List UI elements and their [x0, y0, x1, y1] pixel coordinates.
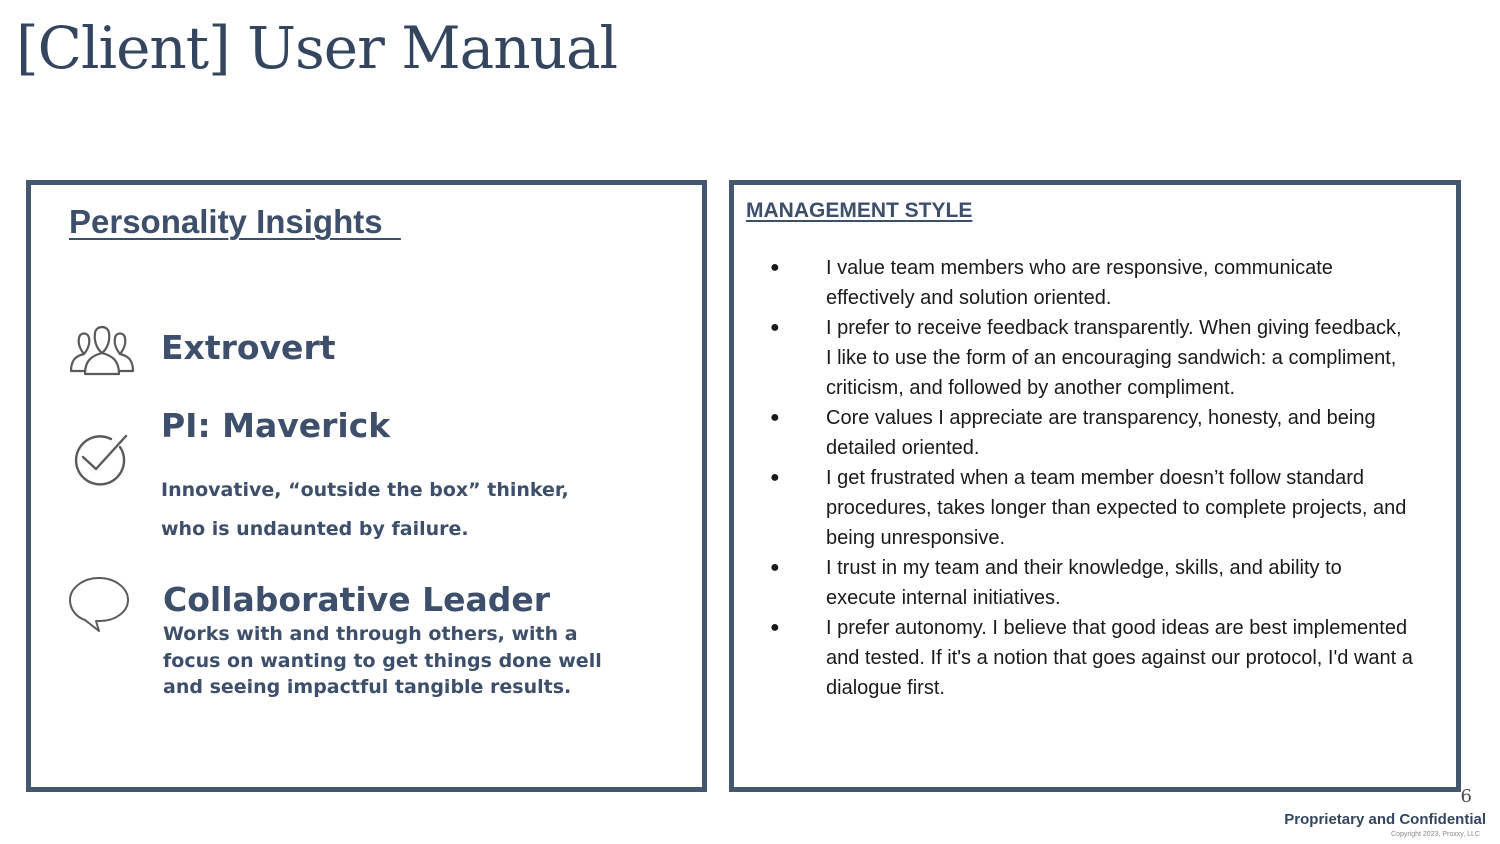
- list-item: ● I prefer autonomy. I believe that good ideas are best implemented and tested. If it's a notion that goes against our protocol, I'd want a dialogue first.: [770, 613, 1430, 703]
- list-item: ● I prefer to receive feedback transparently. When giving feedback, I like to use the form of an encouraging sandwich: a compliment, criticism, and followed by another compliment.: [770, 313, 1430, 403]
- confidential-notice: Proprietary and Confidential: [1284, 811, 1486, 828]
- trait-maverick-description: Innovative, “outside the box” thinker, who is undaunted by failure.: [161, 479, 569, 540]
- bullet-icon: ●: [770, 259, 780, 276]
- list-item: ● I get frustrated when a team member doesn’t follow standard procedures, takes longer than expected to complete projects, and being unresponsive.: [770, 463, 1430, 553]
- page-number: 6: [1460, 786, 1472, 807]
- management-style-panel: [729, 180, 1461, 792]
- checkmark-circle-icon: [71, 431, 131, 487]
- bullet-icon: ●: [770, 619, 780, 636]
- people-group-icon: [69, 323, 135, 377]
- management-style-list: [770, 253, 1430, 703]
- list-item: ● I trust in my team and their knowledge, skills, and ability to execute internal initiatives.: [770, 553, 1430, 613]
- bullet-icon: ●: [770, 319, 780, 336]
- bullet-icon: ●: [770, 559, 780, 576]
- list-item: ● Core values I appreciate are transparency, honesty, and being detailed oriented.: [770, 403, 1430, 463]
- trait-maverick-title: PI: Maverick: [161, 406, 391, 445]
- list-item: ● I value team members who are responsive, communicate effectively and solution oriented.: [770, 253, 1430, 313]
- trait-collaborative-leader-description: Works with and through others, with a focus on wanting to get things done well and seeing impactful tangible results.: [163, 623, 602, 698]
- page-title: [Client] User Manual: [16, 14, 618, 82]
- trait-collaborative-leader-title: Collaborative Leader: [163, 580, 551, 619]
- personality-insights-panel: [26, 180, 707, 792]
- speech-bubble-icon: [67, 575, 131, 635]
- management-style-heading: MANAGEMENT STYLE: [746, 199, 973, 222]
- bullet-icon: ●: [770, 409, 780, 426]
- copyright-notice: Copyright 2023, Proxxy, LLC: [1391, 831, 1480, 838]
- personality-insights-heading: Personality Insights: [69, 203, 401, 240]
- bullet-icon: ●: [770, 469, 780, 486]
- trait-extrovert-title: Extrovert: [161, 328, 336, 367]
